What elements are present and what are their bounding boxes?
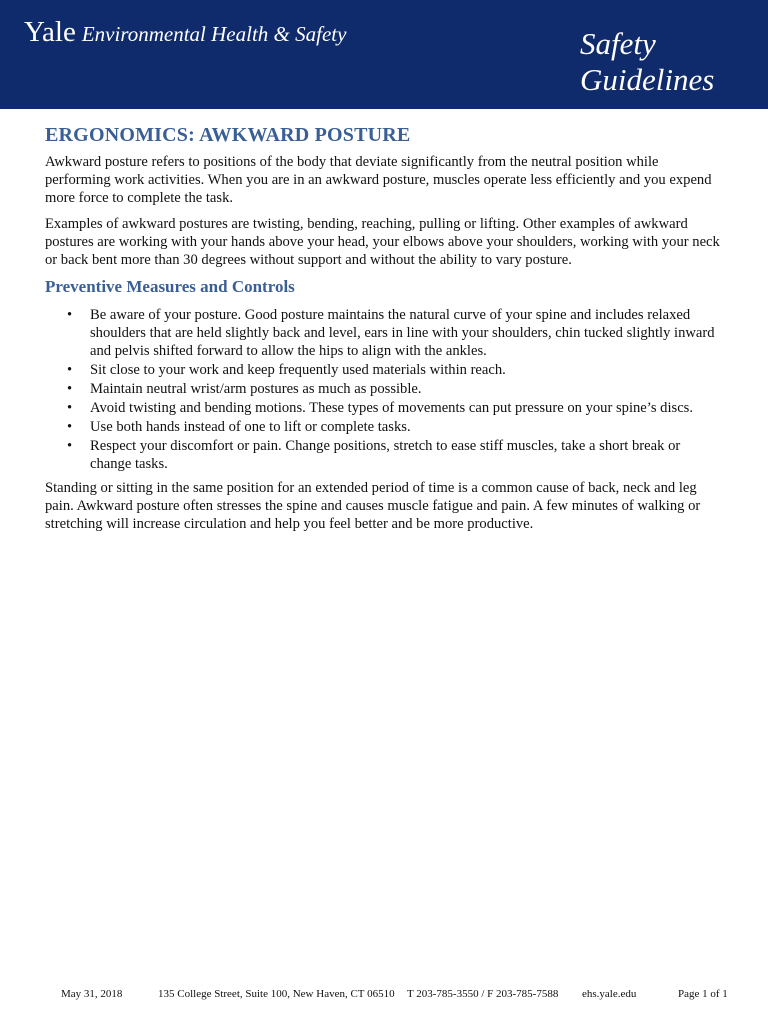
list-item-text: Use both hands instead of one to lift or complete tasks. [90, 419, 411, 435]
header-banner [0, 0, 768, 109]
bullet-icon: • [67, 438, 73, 454]
list-item [45, 399, 725, 417]
bullet-list [45, 306, 725, 473]
list-item [45, 306, 725, 360]
list-item [45, 418, 725, 436]
bullet-icon: • [67, 419, 73, 435]
list-item [45, 361, 725, 379]
footer-date: May 31, 2018 [61, 988, 123, 1000]
brand-name: Yale [24, 16, 76, 48]
document-body [45, 124, 725, 541]
bullet-icon: • [67, 400, 73, 416]
list-item-text: Sit close to your work and keep frequently used materials within reach. [90, 362, 506, 378]
bullet-icon: • [67, 362, 73, 378]
series-line-1: Safety [580, 26, 656, 61]
intro-paragraph-1: Awkward posture refers to positions of the body that deviate significantly from the neutral position while performing work activities. When you are in an awkward posture, muscles operate less efficiently and you expend more force to complete the task. [45, 154, 712, 206]
department-name: Environmental Health & Safety [81, 22, 347, 46]
list-item-text: Avoid twisting and bending motions. These types of movements can put pressure on your spine’s discs. [90, 400, 693, 416]
bullet-icon: • [67, 307, 73, 323]
series-title [580, 26, 714, 98]
bullet-icon: • [67, 381, 73, 397]
intro-paragraph-2: Examples of awkward postures are twisting, bending, reaching, pulling or lifting. Other examples of awkward postures are working with your hands above your head, your elbows above your shoulders, working with your neck or back bent more than 30 degrees without support and without the ability to vary posture. [45, 216, 720, 268]
footer-phone-fax: T 203-785-3550 / F 203-785-7588 [407, 988, 559, 1000]
page-title: ERGONOMICS: AWKWARD POSTURE [45, 124, 411, 146]
section-heading: Preventive Measures and Controls [45, 277, 295, 296]
series-line-2: Guidelines [580, 62, 715, 97]
list-item-text: Be aware of your posture. Good posture maintains the natural curve of your spine and includes relaxed shoulders that are held slightly back and level, ears in line with your shoulders, chin tucked slightly inward and pelvis shifted forward to allow the hips to align with the ankles. [90, 307, 715, 359]
footer-website-link[interactable]: ehs.yale.edu [582, 988, 637, 1000]
footer-address: 135 College Street, Suite 100, New Haven, CT 06510 [158, 988, 395, 1000]
list-item-text: Respect your discomfort or pain. Change positions, stretch to ease stiff muscles, take a short break or change tasks. [90, 438, 681, 472]
list-item [45, 437, 725, 473]
brand-logo [24, 16, 346, 49]
footer-page-number: Page 1 of 1 [678, 988, 728, 1000]
list-item [45, 380, 725, 398]
list-item-text: Maintain neutral wrist/arm postures as much as possible. [90, 381, 422, 397]
closing-paragraph: Standing or sitting in the same position for an extended period of time is a common cause of back, neck and leg pain. Awkward posture often stresses the spine and causes muscle fatigue and pain. A few minutes of walking or stretching will increase circulation and help you feel better and be more productive. [45, 480, 701, 532]
